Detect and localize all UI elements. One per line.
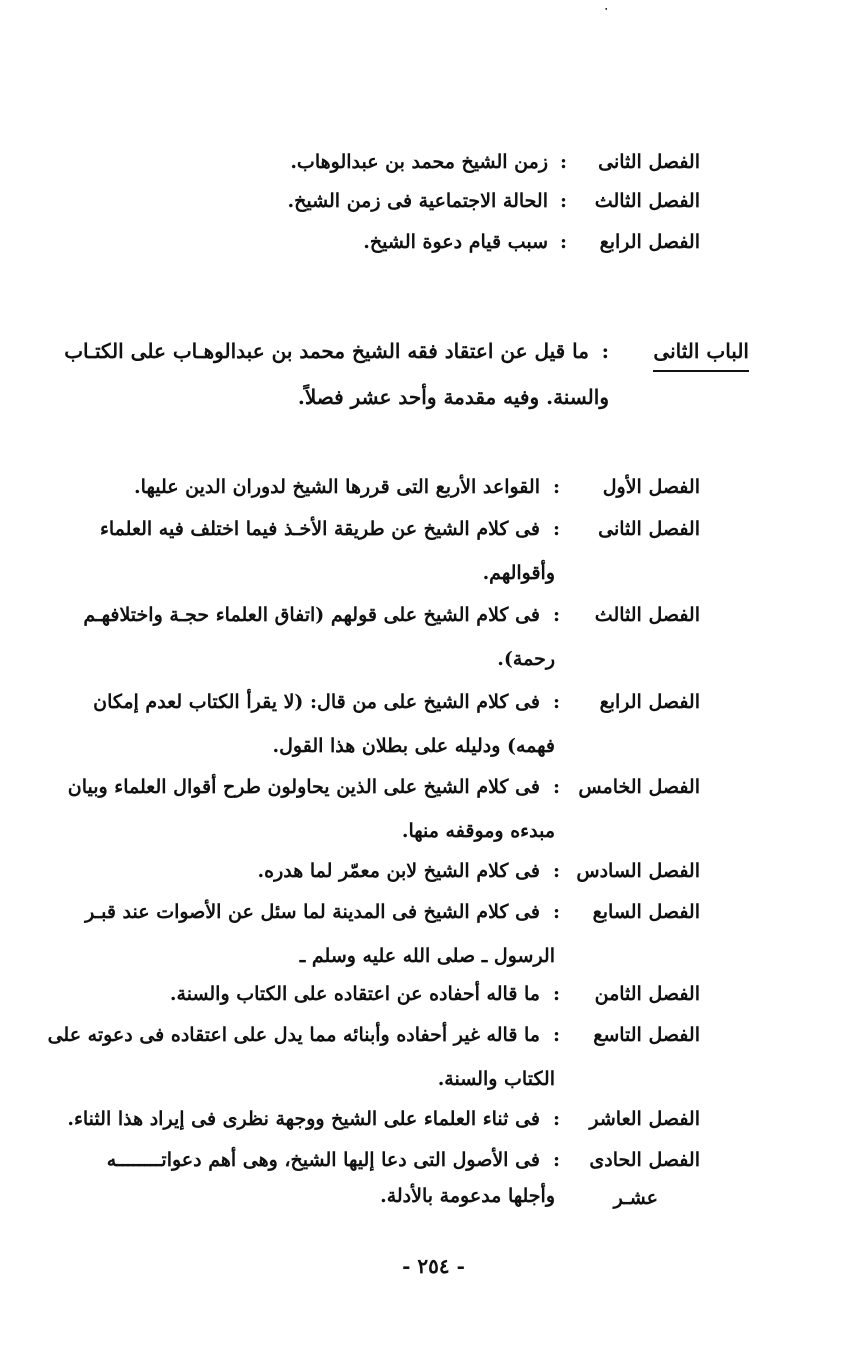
chapter-title-continued: وأقوالهم. [482, 562, 555, 584]
chapter-label: الفصل الثانى [598, 518, 700, 540]
chapter-label: الفصل العاشر [589, 1108, 700, 1130]
chapter-row [40, 596, 700, 686]
ink-dot: ‧ [604, 2, 609, 18]
chapter-row [40, 1141, 700, 1231]
colon: : [552, 901, 560, 923]
chapter-row [40, 1016, 700, 1106]
colon: : [559, 190, 567, 212]
chapter-title: فى كلام الشيخ لابن معمّر لما هدره. [257, 860, 540, 882]
chapter-title-continued: وأجلها مدعومة بالأدلة. [380, 1185, 555, 1207]
chapter-title-continued: الكتاب والسنة. [437, 1068, 555, 1090]
chapter-title-continued: فهمه) ودليله على بطلان هذا القول. [272, 735, 555, 757]
chapter-label: الفصل التاسع [593, 1024, 700, 1046]
page-number: - ٢٥٤ - [402, 1254, 465, 1278]
chapter-title-continued: رحمة). [497, 648, 555, 670]
chapter-title: فى كلام الشيخ على الذين يحاولون طرح أقوال العلماء وبيان [67, 776, 540, 798]
colon: : [552, 518, 560, 540]
colon: : [552, 983, 560, 1005]
colon: : [552, 1024, 560, 1046]
colon: : [552, 476, 560, 498]
colon: : [559, 231, 567, 253]
chapter-title: ما قاله غير أحفاده وأبنائه مما يدل على اعتقاده فى دعوته على [47, 1024, 540, 1046]
part-label: الباب الثانى [653, 332, 749, 372]
colon: : [552, 691, 560, 713]
chapter-label: الفصل الخامس [578, 776, 700, 798]
chapter-label: الفصل الثامن [594, 983, 700, 1005]
chapter-label: الفصل السادس [576, 860, 700, 882]
chapter-title: الحالة الاجتماعية فى زمن الشيخ. [287, 190, 548, 212]
chapter-row [40, 893, 700, 983]
chapter-label: الفصل الرابع [599, 231, 700, 253]
chapter-title: سبب قيام دعوة الشيخ. [363, 231, 548, 253]
chapter-label: الفصل السابع [592, 901, 700, 923]
part-heading [49, 332, 749, 422]
chapter-row [40, 510, 700, 600]
chapter-title: فى كلام الشيخ على قولهم (اتفاق العلماء حجـة واختلافهـم [83, 604, 540, 626]
chapter-label: الفصل الحادى [589, 1149, 700, 1171]
chapter-label: الفصل الثالث [594, 190, 700, 212]
chapter-label: الفصل الثالث [594, 604, 700, 626]
chapter-title: فى كلام الشيخ عن طريقة الأخـذ فيما اختلف فيه العلماء [99, 518, 540, 540]
chapter-title: القواعد الأربع التى قررها الشيخ لدوران الدين عليها. [134, 476, 540, 498]
chapter-row [140, 182, 700, 222]
chapter-title: فى كلام الشيخ على من قال: (لا يقرأ الكتاب لعدم إمكان [93, 691, 540, 713]
colon: : [552, 860, 560, 882]
chapter-title: زمن الشيخ محمد بن عبدالوهاب. [290, 151, 548, 173]
colon: : [559, 151, 567, 173]
chapter-title: ما قاله أحفاده عن اعتقاده على الكتاب والسنة. [169, 983, 540, 1005]
colon: : [601, 339, 609, 363]
chapter-label-continued: عشـر [613, 1187, 658, 1209]
chapter-row [140, 143, 700, 183]
colon: : [552, 776, 560, 798]
colon: : [552, 1108, 560, 1130]
chapter-label: الفصل الأول [602, 476, 700, 498]
chapter-row [140, 223, 700, 263]
part-title-continued: والسنة. وفيه مقدمة وأحد عشر فصلاً. [297, 385, 609, 409]
chapter-title: فى الأصول التى دعا إليها الشيخ، وهى أهم دعواتــــــــه [106, 1149, 540, 1171]
chapter-title-continued: الرسول ـ صلى الله عليه وسلم ـ [299, 945, 555, 967]
chapter-title-continued: مبدءه وموقفه منها. [401, 820, 555, 842]
chapter-title: فى ثناء العلماء على الشيخ ووجهة نظرى فى إيراد هذا الثناء. [67, 1108, 540, 1130]
chapter-row [40, 768, 700, 858]
chapter-title: فى كلام الشيخ فى المدينة لما سئل عن الأصوات عند قبـر [85, 901, 540, 923]
chapter-label: الفصل الثانى [598, 151, 700, 173]
part-title: ما قيل عن اعتقاد فقه الشيخ محمد بن عبدالوهـاب على الكتـاب [64, 339, 589, 363]
chapter-row [40, 683, 700, 773]
chapter-label: الفصل الرابع [599, 691, 700, 713]
colon: : [552, 604, 560, 626]
colon: : [552, 1149, 560, 1171]
